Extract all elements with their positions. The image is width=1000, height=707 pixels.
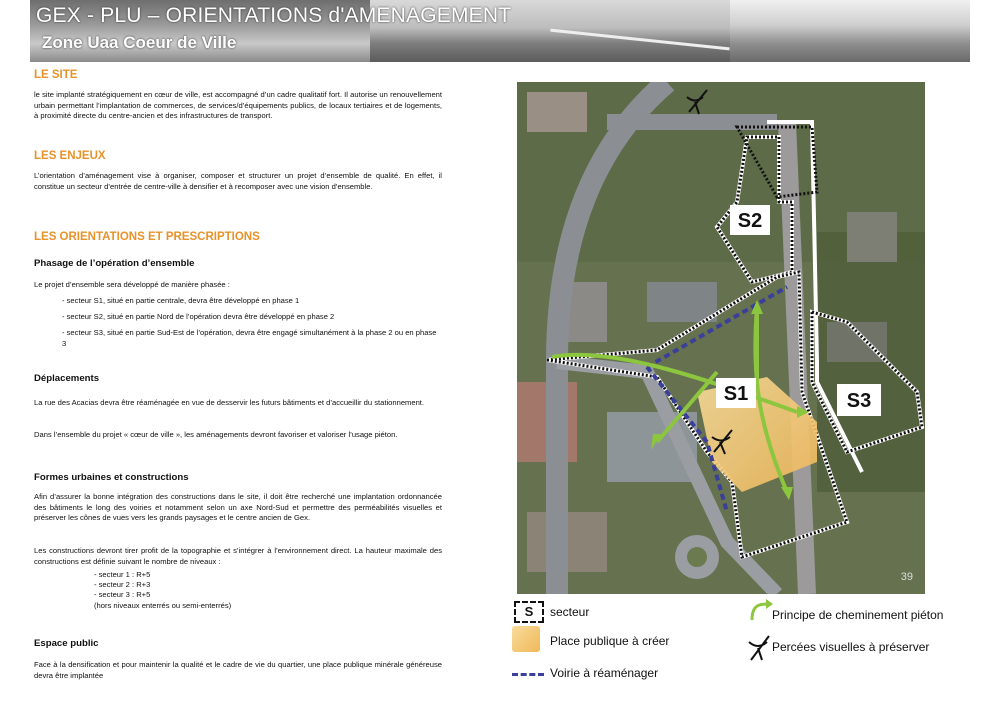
legend-percee-icon [746, 634, 772, 662]
map-legend [510, 598, 980, 698]
heading-deplacements: Déplacements [34, 373, 100, 384]
heading-formes: Formes urbaines et constructions [34, 472, 189, 483]
map-svg [517, 82, 925, 594]
building [647, 282, 717, 322]
legend-voirie-swatch [512, 673, 544, 676]
heading-enjeux: LES ENJEUX [34, 150, 106, 162]
heading-phasage: Phasage de l’opération d’ensemble [34, 258, 195, 269]
phasage-item-3: - secteur S3, situé en partie Sud-Est de l’opération, devra être engagé simultanément à la phase 2 ou en phase 3 [62, 328, 437, 348]
header-banner [30, 0, 970, 62]
legend-secteur-label: secteur [550, 605, 590, 619]
banner-photo-landscape [730, 0, 970, 62]
enjeux-text: L’orientation d’aménagement vise à organiser, composer et structurer un projet d’ensemble de qualité. En effet, il constitue un secteur d’entrée de centre-ville à densifier et à recomposer avec une vision d’ensemble. [34, 171, 442, 191]
legend-place-swatch [512, 626, 540, 652]
building [847, 212, 897, 262]
page-subtitle: Zone Uaa Coeur de Ville [42, 33, 237, 52]
hauteur-s1: - secteur 1 : R+5 [94, 570, 151, 579]
heading-espace-public: Espace public [34, 638, 99, 649]
aerial-map [517, 82, 925, 594]
legend-secteur-symbol: S [514, 601, 544, 623]
formes-p2: Les constructions devront tirer profit de la topographie et s’intégrer à l’environnement direct. La hauteur maximale des constructions est définie suivant le nombre de niveaux : [34, 546, 442, 566]
heading-site: LE SITE [34, 69, 78, 81]
phasage-item-2: - secteur S2, situé en partie Nord de l’opération devra être développé en phase 2 [62, 312, 335, 321]
sector-label-s2: S2 [737, 210, 763, 232]
phasage-intro: Le projet d’ensemble sera développé de manière phasée : [34, 280, 230, 289]
site-text: le site implanté stratégiquement en cœur de ville, est accompagné d’un cadre qualitatif fort. Il autorise un renouvellement urbain permettant l’implantation de commerces, de services/d’équipements publics, de locaux tertiaires et de logements, à proximité directe du centre-ancien et des infrastructures de transport. [34, 90, 442, 121]
heading-orientations: LES ORIENTATIONS ET PRESCRIPTIONS [34, 231, 260, 243]
building [827, 322, 887, 362]
hauteur-note: (hors niveaux enterrés ou semi-enterrés) [94, 601, 232, 610]
legend-walk-label: Principe de cheminement piéton [772, 608, 944, 622]
legend-voirie-label: Voirie à réaménager [550, 666, 659, 680]
legend-walk-arrow [748, 598, 774, 622]
formes-p1: Afin d’assurer la bonne intégration des constructions dans le site, il doit être recherché une implantation ordonnancée des bâtiments le long des voiries et notamment selon un axe Nord-Sud et permettre des perméabilités visuelles et préserver les cônes de vues vers les grands paysages et le centre ancien de Gex. [34, 492, 442, 523]
deplacements-p2: Dans l’ensemble du projet « cœur de ville », les aménagements devront favoriser et valoriser l’usage piéton. [34, 430, 398, 439]
legend-percee-label: Percées visuelles à préserver [772, 640, 930, 654]
roundabout-center [687, 547, 707, 567]
hauteur-s2: - secteur 2 : R+3 [94, 580, 151, 589]
hauteur-s3: - secteur 3 : R+5 [94, 590, 151, 599]
page-title: GEX - PLU – ORIENTATIONS d'AMENAGEMENT [36, 4, 512, 27]
page-number: 39 [900, 571, 913, 583]
sector-label-s3: S3 [846, 390, 872, 412]
building [527, 92, 587, 132]
phasage-item-1: - secteur S1, situé en partie centrale, devra être développé en phase 1 [62, 296, 300, 305]
legend-place-label: Place publique à créer [550, 634, 670, 648]
deplacements-p1: La rue des Acacias devra être réaménagée en vue de desservir les futurs bâtiments et d’accueillir du stationnement. [34, 398, 425, 407]
sector-label-s1: S1 [723, 383, 749, 405]
espace-public-text: Face à la densification et pour maintenir la qualité et le cadre de vie du quartier, une place publique minérale généreuse devra être implantée [34, 660, 442, 680]
